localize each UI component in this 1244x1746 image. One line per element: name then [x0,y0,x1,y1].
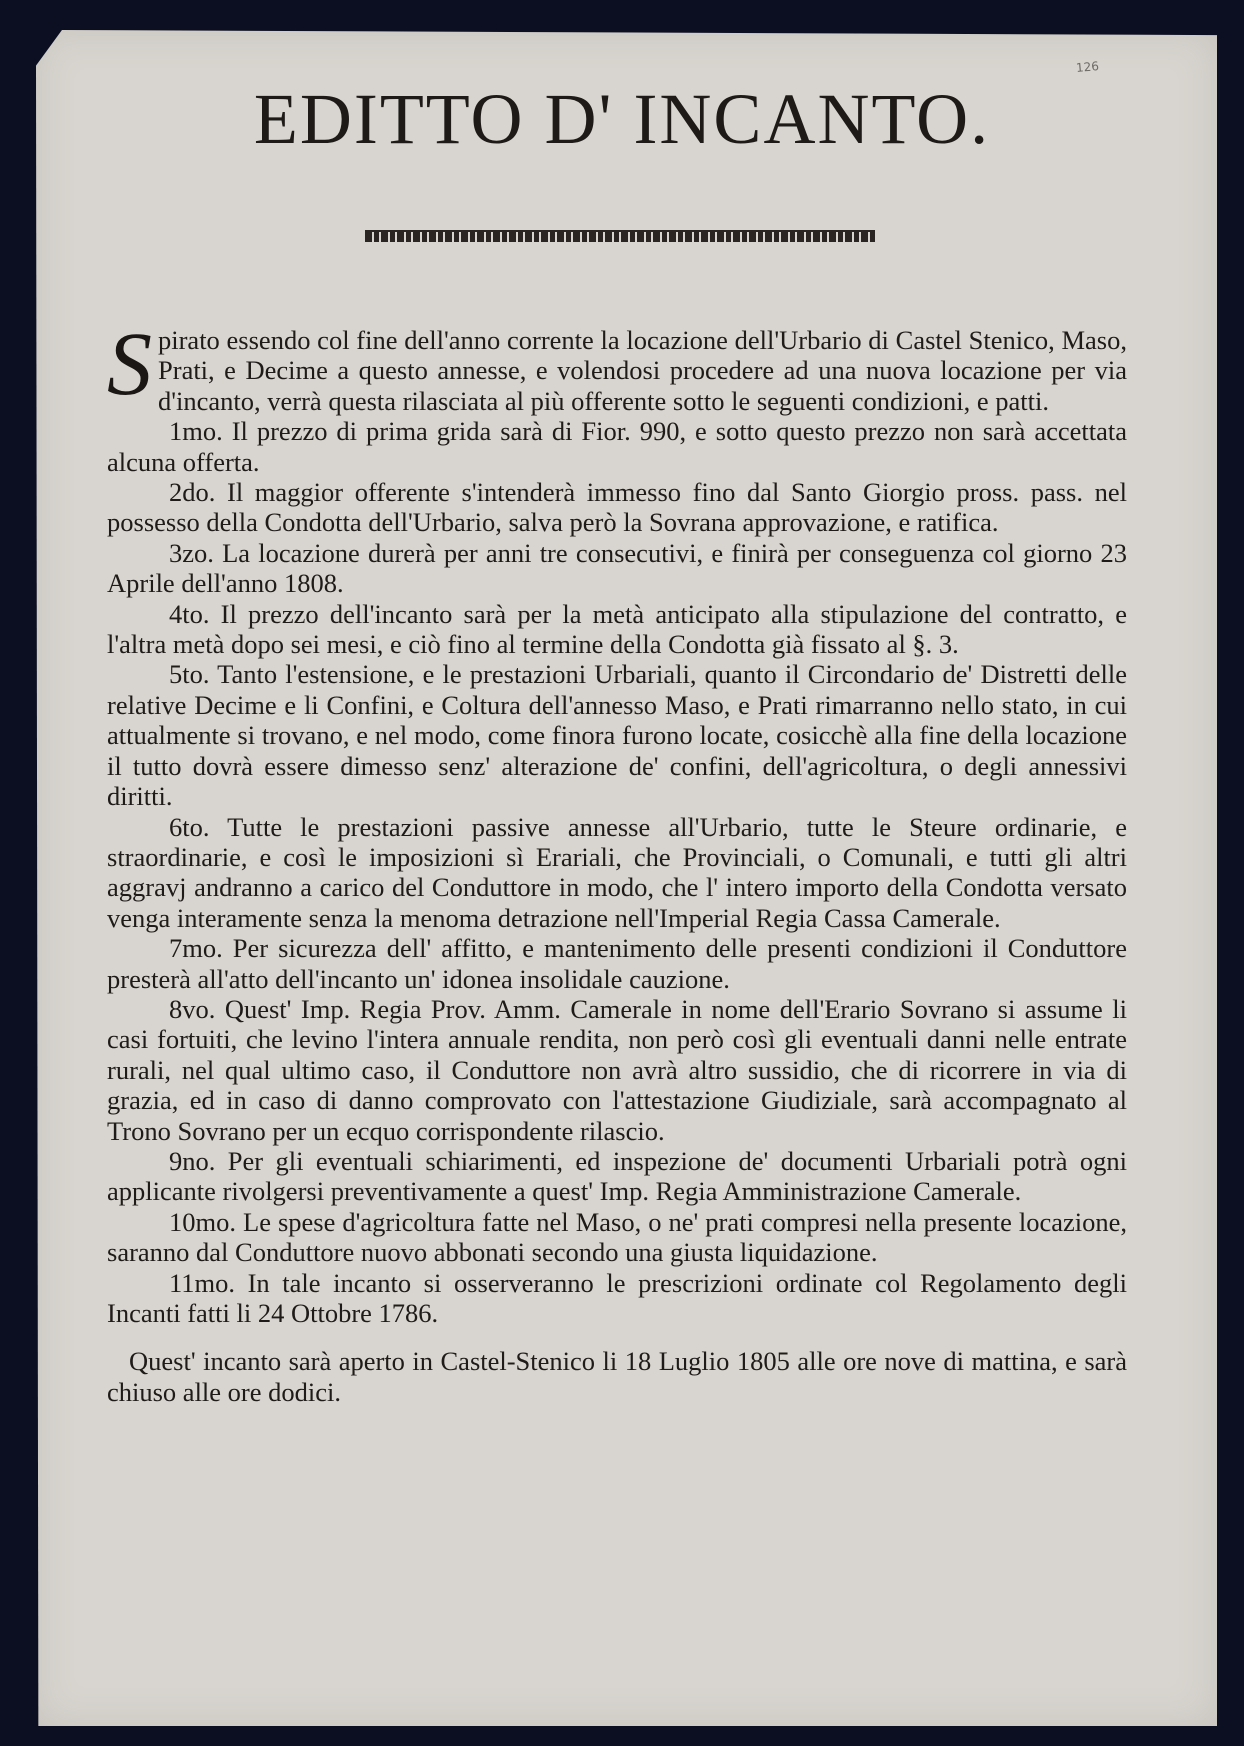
dropcap-letter: S [107,315,152,414]
article-9: 9no. Per gli eventuali schiarimenti, ed inspezione de' documenti Urbariali potrà ogni applicante rivolgersi preventivamente a quest' Imp. Regia Amministrazione Camerale. [107,1145,1127,1207]
article-2: 2do. Il maggior offerente s'intenderà immesso fino dal Santo Giorgio pross. pass. nel possesso della Condotta dell'Urbario, salva però la Sovrana approvazione, e ratifica. [107,477,1127,538]
intro-paragraph [107,315,1127,416]
intro-text: pirato essendo col fine dell'anno corrente la locazione dell'Urbario di Castel Stenico, Maso, Prati, e Decime a questo annesse, e volendosi procedere ad una nuova locazione per via d'incanto, verrà questa rilasciata al più offerente sotto le seguenti condizioni, e patti. [158,325,1127,416]
article-5: 5to. Tanto l'estensione, e le prestazioni Urbariali, quanto il Circondario de' Distretti delle relative Decime e li Confini, e Coltura dell'annesso Maso, e Prati rimarranno nello stato, in cui attualmente si trovano, e nel modo, come finora furono locate, cosicchè alla fine della locazione il tutto dovrà essere dimesso senz' alterazione de' confini, dell'agricoltura, o degli annessivi diritti. [107,659,1127,812]
closing-paragraph: Quest' incanto sarà aperto in Castel-Stenico li 18 Luglio 1805 alle ore nove di mattina, e sarà chiuso alle ore dodici. [107,1346,1127,1407]
article-6: 6to. Tutte le prestazioni passive annesse all'Urbario, tutte le Steure ordinarie, e straordinarie, e così le imposizioni sì Erariali, che Provinciali, o Comunali, e tutti gli altri aggravj andranno a carico del Conduttore in modo, che l' intero importo della Condotta versato venga interamente senza la menoma detrazione nell'Imperial Regia Cassa Camerale. [107,811,1127,933]
article-4: 4to. Il prezzo dell'incanto sarà per la metà anticipato alla stipulazione del contratto, e l'altra metà dopo sei mesi, e ciò fino al termine della Condotta già fissato al §. 3. [107,598,1127,660]
archive-number: 126 [1075,59,1100,75]
article-1: 1mo. Il prezzo di prima grida sarà di Fior. 990, e sotto questo prezzo non sarà accettata alcuna offerta. [107,416,1127,477]
article-3: 3zo. La locazione durerà per anni tre consecutivi, e finirà per conseguenza col giorno 23 Aprile dell'anno 1808. [107,537,1127,599]
page-title: EDITTO D' INCANTO. [253,79,991,159]
article-8: 8vo. Quest' Imp. Regia Prov. Amm. Camerale in nome dell'Erario Sovrano si assume li casi fortuiti, che levino l'intera annuale rendita, non però così gli eventuali danni nelle entrate rurali, nel qual ultimo caso, il Conduttore non avrà altro sussidio, che di ricorrere in via di grazia, ed in caso di danno comprovato con l'attestazione Giudiziale, sarà accompagnato al Trono Sovrano per un ecquo corrispondente rilascio. [107,993,1127,1146]
article-11: 11mo. In tale incanto si osserveranno le prescrizioni ordinate col Regolamento degli Incanti fatti li 24 Ottobre 1786. [107,1267,1127,1328]
ornamental-divider [365,230,875,242]
document-body [107,315,1127,1407]
article-10: 10mo. Le spese d'agricoltura fatte nel Maso, o ne' prati compresi nella presente locazione, saranno dal Conduttore nuovo abbonati secondo una giusta liquidazione. [107,1206,1127,1268]
article-7: 7mo. Per sicurezza dell' affitto, e mantenimento delle presenti condizioni il Conduttore presterà all'atto dell'incanto un' idonea insolidale cauzione. [107,933,1127,994]
